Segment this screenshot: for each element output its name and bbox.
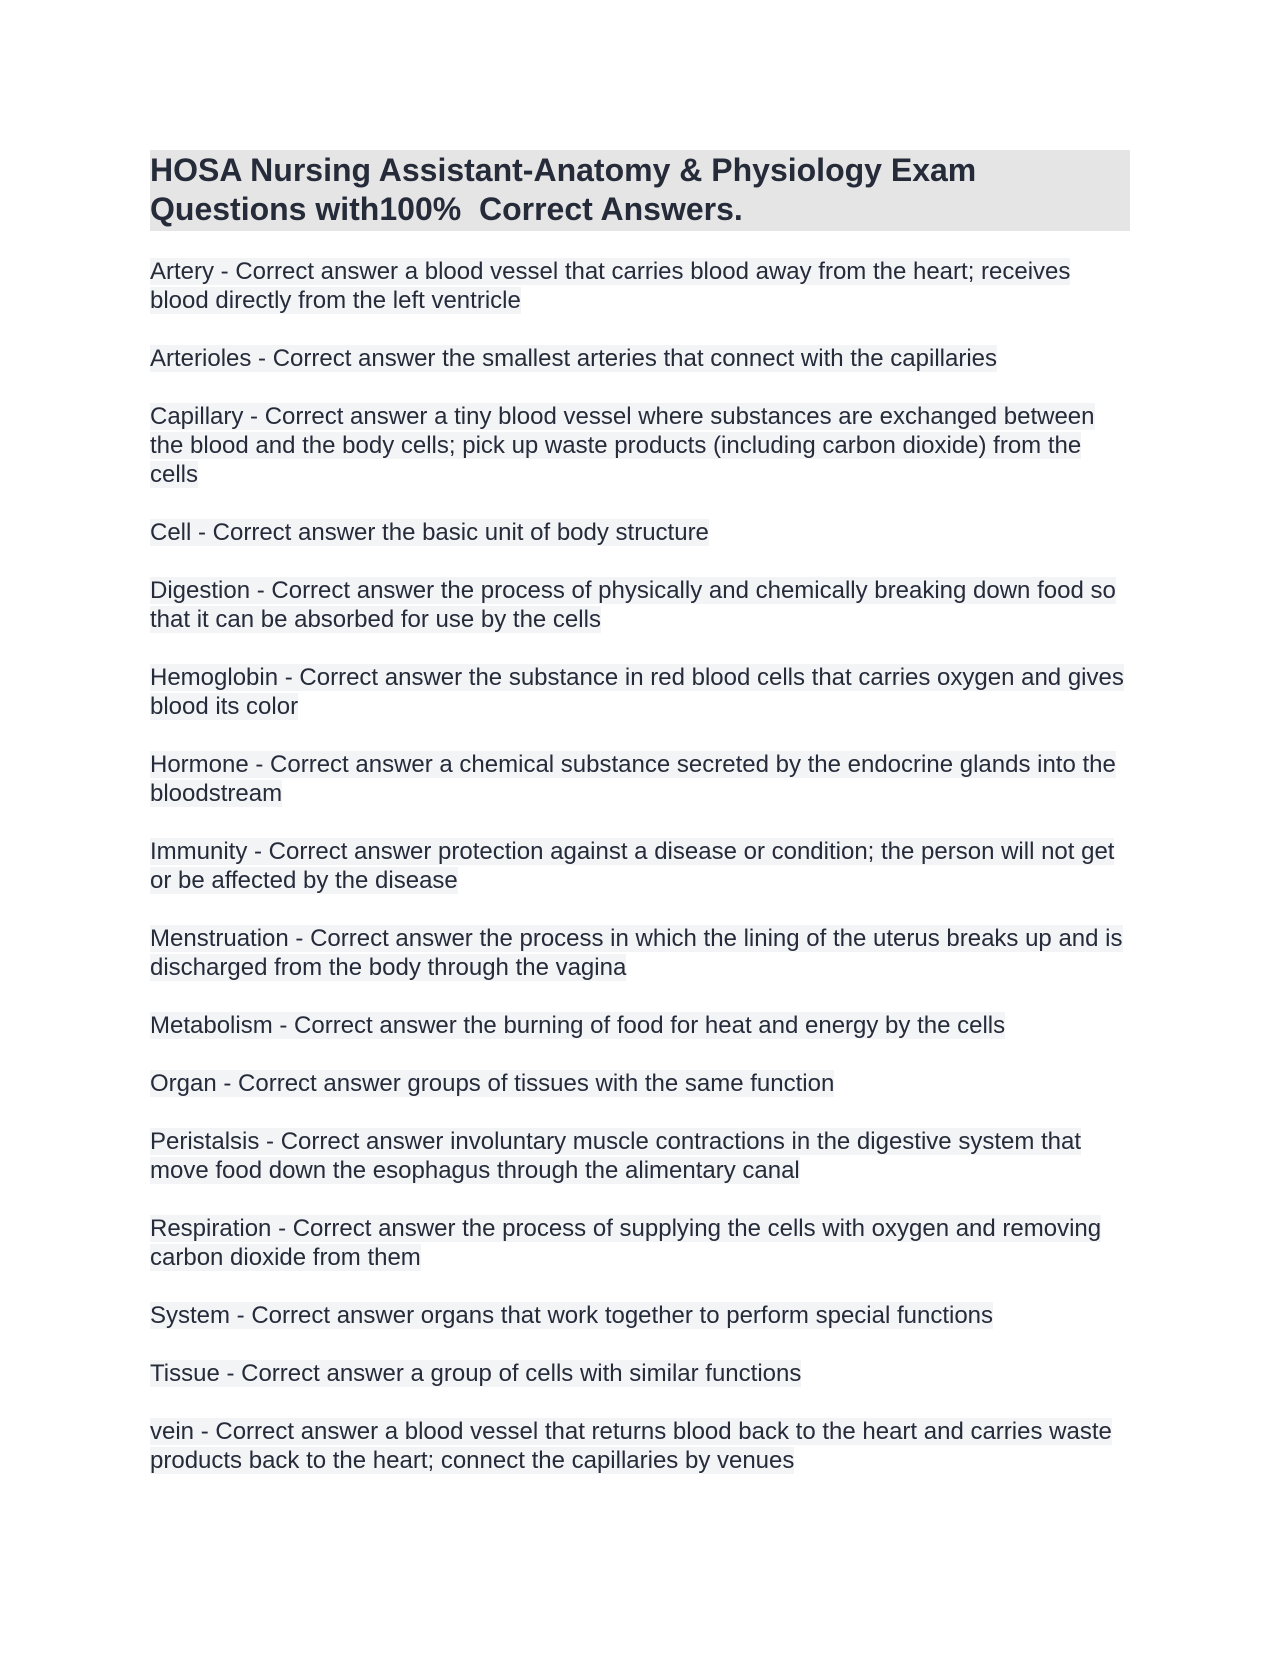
definition-item — [150, 663, 1130, 721]
definition-item — [150, 1359, 1130, 1388]
definition-text: Digestion - Correct answer the process of physically and chemically breaking down food so that it can be absorbed for use by the cells — [150, 577, 1116, 633]
definition-item — [150, 924, 1130, 982]
definition-item — [150, 1127, 1130, 1185]
definition-item — [150, 344, 1130, 373]
definition-text: Capillary - Correct answer a tiny blood vessel where substances are exchanged between the blood and the body cells; pick up waste products (including carbon dioxide) from the cells — [150, 403, 1095, 488]
definition-text: Immunity - Correct answer protection against a disease or condition; the person will not get or be affected by the disease — [150, 838, 1115, 894]
definition-text: Tissue - Correct answer a group of cells with similar functions — [150, 1360, 802, 1387]
definition-text: Cell - Correct answer the basic unit of body structure — [150, 519, 709, 546]
definition-text: Peristalsis - Correct answer involuntary muscle contractions in the digestive system that move food down the esophagus through the alimentary canal — [150, 1128, 1082, 1184]
definition-text: Hemoglobin - Correct answer the substance in red blood cells that carries oxygen and gives blood its color — [150, 664, 1124, 720]
definition-item — [150, 518, 1130, 547]
definition-item — [150, 1417, 1130, 1475]
definition-text: vein - Correct answer a blood vessel that returns blood back to the heart and carries waste products back to the heart; connect the capillaries by venues — [150, 1418, 1112, 1474]
definition-text: Metabolism - Correct answer the burning of food for heat and energy by the cells — [150, 1012, 1006, 1039]
definition-item — [150, 837, 1130, 895]
definition-text: Arterioles - Correct answer the smallest arteries that connect with the capillaries — [150, 345, 998, 372]
title-block — [150, 150, 1130, 231]
definition-item — [150, 1214, 1130, 1272]
definition-item — [150, 576, 1130, 634]
definition-text: Respiration - Correct answer the process of supplying the cells with oxygen and removing carbon dioxide from them — [150, 1215, 1102, 1271]
document-title: HOSA Nursing Assistant-Anatomy & Physiology Exam Questions with100% Correct Answers. — [150, 152, 986, 227]
definition-item — [150, 402, 1130, 489]
definition-list — [150, 257, 1130, 1475]
definition-item — [150, 1301, 1130, 1330]
definition-text: Menstruation - Correct answer the process in which the lining of the uterus breaks up and is discharged from the body through the vagina — [150, 925, 1123, 981]
definition-text: System - Correct answer organs that work together to perform special functions — [150, 1302, 994, 1329]
definition-item — [150, 1069, 1130, 1098]
document-page — [150, 150, 1130, 1504]
definition-text: Organ - Correct answer groups of tissues with the same function — [150, 1070, 835, 1097]
definition-item — [150, 257, 1130, 315]
definition-item — [150, 1011, 1130, 1040]
definition-item — [150, 750, 1130, 808]
definition-text: Hormone - Correct answer a chemical substance secreted by the endocrine glands into the bloodstream — [150, 751, 1116, 807]
definition-text: Artery - Correct answer a blood vessel that carries blood away from the heart; receives blood directly from the left ventricle — [150, 258, 1071, 314]
